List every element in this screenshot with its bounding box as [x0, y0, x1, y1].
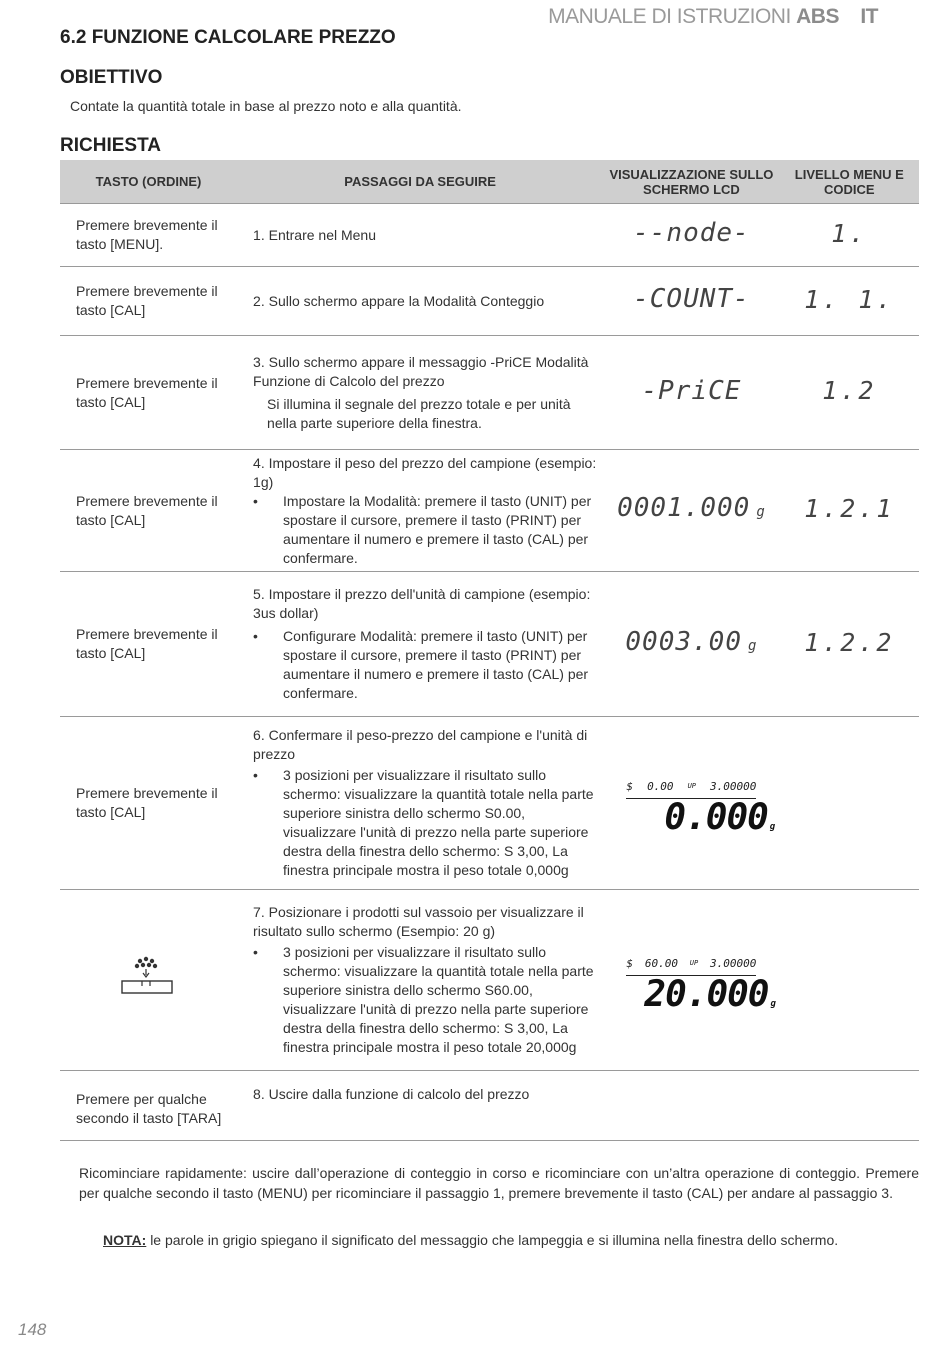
menu-code: 1.2.1: [804, 494, 895, 523]
lcd-display: [617, 493, 766, 523]
lcd-dual-display: [626, 777, 775, 846]
lcd-unit: g: [756, 504, 766, 520]
header-lang: IT: [860, 5, 878, 28]
note-label: NOTA:: [103, 1232, 147, 1248]
row-step-note: Si illumina il segnale del prezzo totale e per unità nella parte superiore della finestra.: [267, 395, 571, 431]
lcd-unit: g: [747, 637, 758, 654]
row-step: 7. Posizionare i prodotti sul vassoio per visualizzare il risultato sullo schermo (Esempio: 20 g): [253, 904, 584, 939]
bullet-text: 3 posizioni per visualizzare il risultato sullo schermo: visualizzare la quantità totale nella parte superiore sinistra dello schermo S60.00, visualizzare l'unità di prezzo nella parte superiore destra della finestra dello schermo: S 3,00, La finestra principale mostra il peso totale 20,000g: [283, 944, 594, 1055]
lcd-unit: g: [770, 999, 775, 1009]
row-step: 8. Uscire dalla funzione di calcolo del prezzo: [237, 1071, 603, 1141]
row-key: Premere brevemente il tasto [CAL]: [60, 572, 237, 717]
bullet-icon: •: [253, 944, 258, 960]
lcd-unit: g: [769, 822, 775, 832]
menu-code: 1.2: [822, 376, 877, 405]
row-step: 2. Sullo schermo appare la Modalità Conteggio: [237, 267, 603, 336]
header-brand-bold: ABS: [796, 5, 839, 28]
footnote: Ricominciare rapidamente: uscire dall’operazione di conteggio in corso e ricominciare con un’altra operazione di conteggio. Premere per qualche secondo il tasto (MENU) per ricominciare il passaggio 1, premere brevemente il tasto (CAL) per andare al passaggio 3.: [79, 1165, 919, 1201]
bullet-icon: •: [253, 767, 258, 783]
table-row: [60, 572, 919, 717]
table-row: [60, 450, 919, 572]
tray-load-icon: [118, 953, 178, 1003]
row-step: 1. Entrare nel Menu: [237, 204, 603, 267]
lcd-top-row: [626, 777, 756, 799]
row-step: 6. Confermare il peso-prezzo del campione e l'unità di prezzo: [253, 727, 588, 762]
table-row: [60, 717, 919, 890]
bullet-text: 3 posizioni per visualizzare il risultato sullo schermo: visualizzare la quantità totale nella parte superiore sinistra dello schermo S0.00, visualizzare l'unità di prezzo nella parte superiore destra della finestra dello schermo: S 3,00, La finestra principale mostra il peso totale 0,000g: [283, 767, 594, 878]
lcd-top-row: [626, 954, 756, 976]
step-bullet: [253, 627, 599, 703]
lcd-display: -PriCE: [641, 375, 742, 406]
header-key: TASTO (ORDINE): [60, 160, 237, 204]
table-row: [60, 1071, 919, 1141]
table-row: [60, 267, 919, 336]
lcd-main-value: 0.000: [664, 797, 768, 838]
bullet-text: Configurare Modalità: premere il tasto (UNIT) per spostare il cursore, premere il tasto (PRINT) per aumentare il numero e premere il tasto (CAL) per confermare.: [283, 628, 589, 701]
table-row: [60, 336, 919, 450]
row-key: Premere per qualche secondo il tasto [TARA]: [60, 1071, 237, 1141]
lcd-up-label: UP: [689, 959, 699, 967]
page-number: 148: [18, 1320, 47, 1339]
lcd-main-value: 20.000: [644, 974, 769, 1015]
lcd-up-label: UP: [687, 782, 697, 790]
row-key: Premere brevemente il tasto [CAL]: [60, 450, 237, 572]
header-code: LIVELLO MENU E CODICE: [780, 160, 919, 204]
row-step: 3. Sullo schermo appare il messaggio -PriCE Modalità Funzione di Calcolo del prezzo: [253, 353, 589, 389]
table-row: [60, 890, 919, 1071]
row-step: 5. Impostare il prezzo dell'unità di campione (esempio: 3us dollar): [253, 586, 591, 621]
lcd-display: [625, 627, 757, 657]
lcd-main: [626, 974, 775, 1023]
header-steps: PASSAGGI DA SEGUIRE: [237, 160, 603, 204]
row-key: Premere brevemente il tasto [CAL]: [60, 717, 237, 890]
bullet-text: Impostare la Modalità: premere il tasto (UNIT) per spostare il cursore, premere il tasto (PRINT) per aumentare il numero e premere il tasto (CAL) per confermare.: [283, 492, 592, 566]
step-bullet: [253, 492, 599, 568]
header-brand-text: MANUALE DI ISTRUZIONI: [548, 5, 791, 28]
objective-text: Contate la quantità totale in base al prezzo noto e alla quantità.: [70, 98, 462, 114]
step-bullet: [253, 766, 599, 880]
note: [103, 1232, 838, 1248]
lcd-display: --node-: [633, 218, 750, 248]
header-lcd: VISUALIZZAZIONE SULLO SCHERMO LCD: [603, 160, 780, 204]
header-brand: [548, 5, 878, 29]
row-step: 4. Impostare il peso del prezzo del campione (esempio: 1g): [253, 454, 597, 490]
lcd-display: -COUNT-: [633, 284, 750, 314]
bullet-icon: •: [253, 492, 258, 509]
lcd-top-left: 60.00: [644, 957, 678, 970]
lcd-top-left: 0.00: [647, 780, 674, 793]
bullet-icon: •: [253, 628, 258, 644]
menu-code: 1.: [831, 218, 868, 248]
row-key: Premere brevemente il tasto [CAL]: [60, 267, 237, 336]
table-header-row: [60, 160, 919, 204]
request-heading: RICHIESTA: [60, 135, 161, 156]
steps-table: [60, 160, 919, 1141]
lcd-value: 0001.000: [617, 493, 751, 523]
menu-code: 1.2.2: [804, 627, 895, 657]
row-key: Premere brevemente il tasto [CAL]: [60, 336, 237, 450]
table-row: [60, 204, 919, 267]
section-title: 6.2 FUNZIONE CALCOLARE PREZZO: [60, 27, 396, 48]
lcd-currency: $: [626, 957, 634, 970]
lcd-dual-display: [626, 954, 775, 1023]
objective-heading: OBIETTIVO: [60, 67, 163, 88]
lcd-value: 0003.00: [625, 626, 742, 657]
row-key: [60, 890, 237, 1071]
lcd-currency: $: [626, 780, 634, 793]
menu-code: 1. 1.: [804, 284, 895, 314]
step-bullet: [253, 943, 599, 1057]
note-text: le parole in grigio spiegano il significato del messaggio che lampeggia e si illumina nella finestra dello schermo.: [150, 1232, 839, 1248]
row-key: Premere brevemente il tasto [MENU].: [60, 204, 237, 267]
lcd-top-right: 3.00000: [710, 957, 757, 970]
lcd-main: [626, 797, 775, 846]
lcd-top-right: 3.00000: [710, 780, 757, 793]
